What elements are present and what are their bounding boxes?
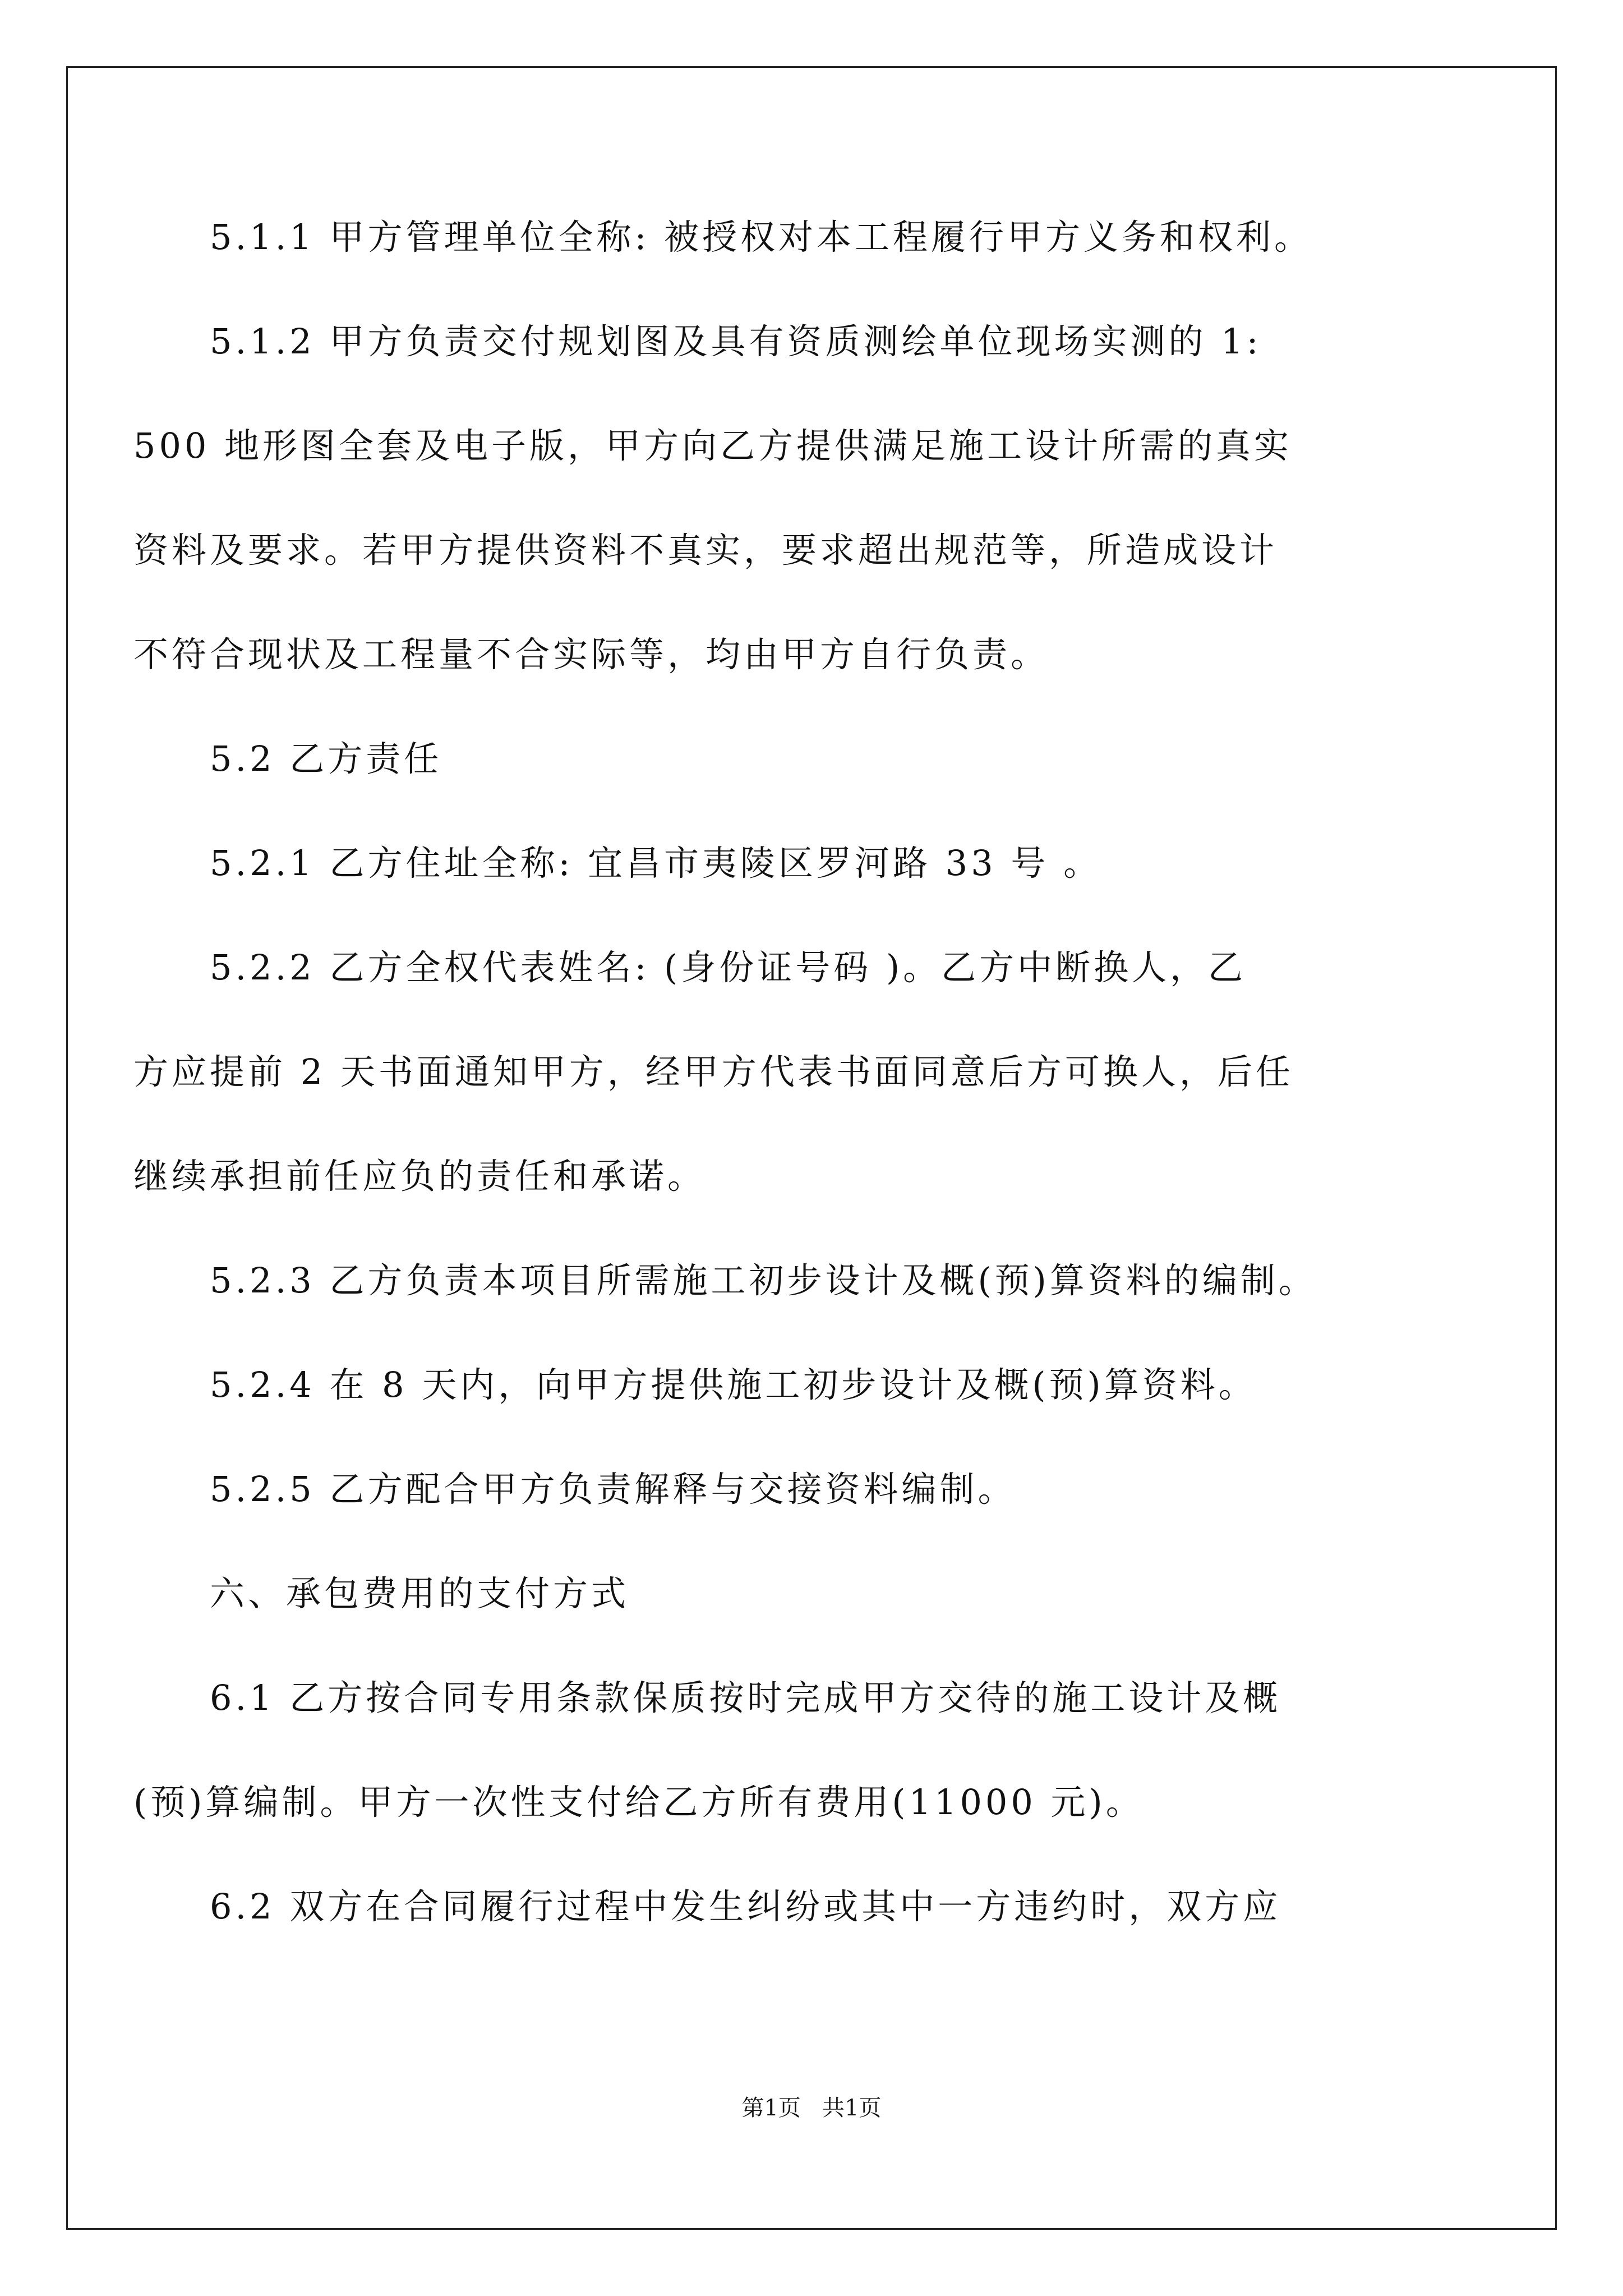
text-line: 6.2 双方在合同履行过程中发生纠纷或其中一方违约时，双方应 <box>210 1886 1281 1927</box>
text-line: 5.2.1 乙方住址全称: 宜昌市夷陵区罗河路 33 号 。 <box>210 843 1102 884</box>
text-line: 继续承担前任应负的责任和承诺。 <box>133 1156 706 1197</box>
text-line: 5.2.3 乙方负责本项目所需施工初步设计及概(预)算资料的编制。 <box>210 1260 1317 1301</box>
text-line: 5.2.2 乙方全权代表姓名: (身份证号码 )。乙方中断换人，乙 <box>210 947 1247 988</box>
text-line: 5.1.2 甲方负责交付规划图及具有资质测绘单位现场实测的 1: <box>210 321 1262 362</box>
text-line: 6.1 乙方按合同专用条款保质按时完成甲方交待的施工设计及概 <box>210 1677 1281 1718</box>
text-line: 资料及要求。若甲方提供资料不真实，要求超出规范等，所造成设计 <box>133 530 1278 570</box>
text-line: 5.1.1 甲方管理单位全称: 被授权对本工程履行甲方义务和权利。 <box>210 217 1313 257</box>
text-line: 5.2.4 在 8 天内，向甲方提供施工初步设计及概(预)算资料。 <box>210 1364 1257 1405</box>
document-body <box>133 185 1491 1959</box>
page-number-footer: 第1页 共1页 <box>741 2095 882 2121</box>
text-line: (预)算编制。甲方一次性支付给乙方所有费用(11000 元)。 <box>133 1782 1144 1823</box>
text-line: 5.2.5 乙方配合甲方负责解释与交接资料编制。 <box>210 1469 1016 1510</box>
text-line: 方应提前 2 天书面通知甲方，经甲方代表书面同意后方可换人，后任 <box>133 1051 1294 1092</box>
section-heading: 六、承包费用的支付方式 <box>210 1573 630 1614</box>
text-line: 不符合现状及工程量不合实际等，均由甲方自行负责。 <box>133 634 1049 675</box>
section-heading: 5.2 乙方责任 <box>210 738 442 779</box>
text-line: 500 地形图全套及电子版，甲方向乙方提供满足施工设计所需的真实 <box>133 425 1293 466</box>
